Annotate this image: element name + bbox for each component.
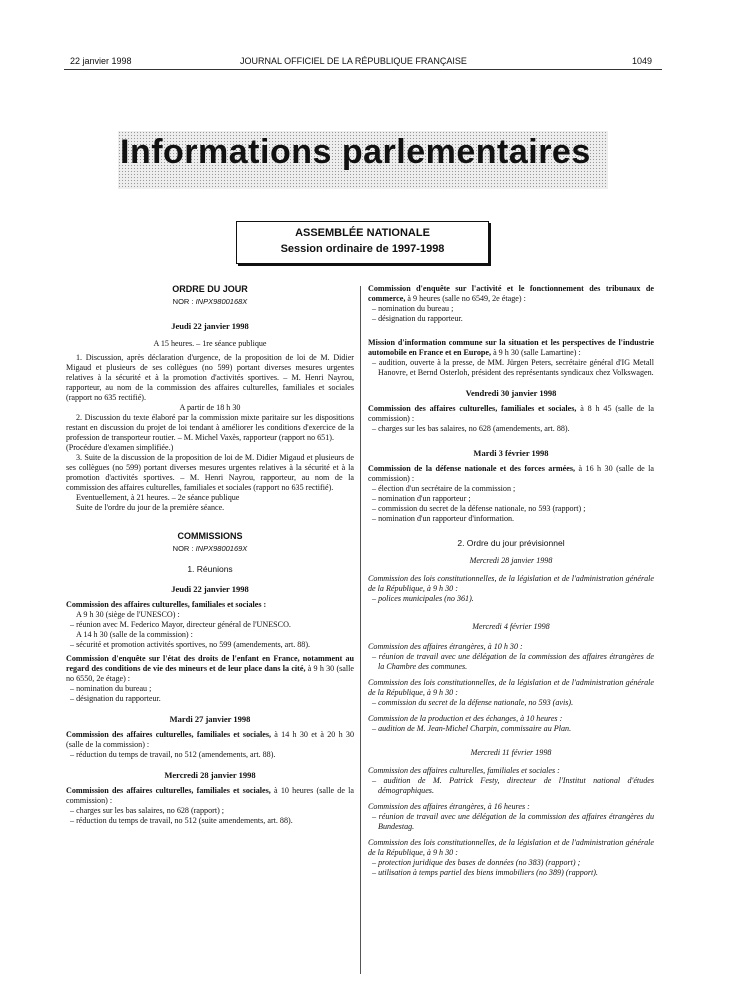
agenda-dash-item: – réduction du temps de travail, no 512 (suite amendements, art. 88). (70, 816, 293, 825)
commission-title: Commission des affaires culturelles, familiales et sociales, (66, 730, 272, 739)
agenda-dash-item: – audition de M. Jean-Michel Charpin, commissaire au Plan. (372, 724, 572, 733)
agenda-dash-item: – réduction du temps de travail, no 512 (amendements, art. 88). (70, 750, 276, 759)
commission-title: Commission des affaires culturelles, familiales et sociales : (66, 600, 267, 609)
commission-detail: à 16 h 30 (salle de la commission) : (368, 464, 654, 483)
commission-detail: à 14 h 30 et à 20 h 30 (salle de la commission) : (66, 730, 354, 749)
nor-code: INPX9800169X (195, 544, 248, 553)
provisional-entry: Commission des affaires culturelles, familiales et sociales : (368, 766, 560, 775)
odj-nor (66, 297, 354, 307)
agenda-item: 1. Discussion, après déclaration d'urgence, de la proposition de loi de M. Didier Migaud et plusieurs de ses collègues (no 599) portant diverses mesures urgentes relatives à la sécurité et à la promotion d'activités sportives. – M. Henri Nayrou, rapporteur, au nom de la commission des affaires culturelles, familiales et sociales (rapport no 635 rectifié). (66, 353, 354, 402)
provisional-entry: Commission des lois constitutionnelles, de la législation et de l'administration générale de la République, à 9 h 30 : (368, 838, 654, 857)
commission-detail: à 9 heures (salle no 6549, 2e étage) : (405, 294, 526, 303)
procedure-note: (Procédure d'examen simplifiée.) (66, 443, 174, 452)
agenda-dash-item: – audition de M. Patrick Festy, directeur de l'Institut national d'études démographiques. (372, 776, 654, 795)
header-journal-title: JOURNAL OFFICIEL DE LA RÉPUBLIQUE FRANÇAISE (240, 56, 467, 66)
right-column (368, 284, 654, 878)
date-heading: Mercredi 28 janvier 1998 (469, 556, 553, 565)
ordre-du-jour-title: ORDRE DU JOUR (172, 284, 248, 294)
suite-line: Suite de l'ordre du jour de la première séance. (76, 503, 225, 512)
date-heading: Mercredi 28 janvier 1998 (164, 770, 256, 780)
date-heading: Jeudi 22 janvier 1998 (171, 321, 249, 331)
left-column (66, 284, 354, 826)
agenda-dash-item: – charges sur les bas salaires, no 628 (rapport) ; (70, 806, 225, 815)
date-heading: Mercredi 11 février 1998 (470, 748, 552, 757)
provisional-entry: Commission des affaires étrangères, à 10 h 30 : (368, 642, 523, 651)
assembly-box (236, 221, 489, 264)
provisional-entry: Commission des lois constitutionnelles, de la législation et de l'administration générale de la République, à 9 h 30 : (368, 678, 654, 697)
commission-detail: à 9 h 30 (salle Lamartine) : (491, 348, 581, 357)
commissions-nor (66, 544, 354, 554)
seance-line: A 15 heures. – 1re séance publique (153, 339, 267, 348)
nor-code: INPX9800168X (195, 297, 248, 306)
commission-detail: à 10 heures (salle de la commission) : (66, 786, 354, 805)
agenda-dash-item: – commission du secret de la défense nationale, no 593 (avis). (372, 698, 574, 707)
commission-entry (368, 404, 654, 424)
nor-label: NOR : (172, 297, 196, 306)
agenda-item: 2. Discussion du texte élaboré par la commission mixte paritaire sur les dispositions restant en discussion du projet de loi tendant à améliorer les conditions d'exercice de la profession de transporteur routier. – M. Michel Vaxès, rapporteur (rapport no 651). (66, 413, 354, 442)
header-rule (64, 69, 662, 70)
agenda-dash-item: – protection juridique des bases de données (no 383) (rapport) ; (372, 858, 581, 867)
agenda-dash-item: – réunion de travail avec une délégation de la commission des affaires étrangères de la Chambre des communes. (372, 652, 654, 671)
header-date: 22 janvier 1998 (70, 56, 132, 66)
commission-entry (66, 786, 354, 806)
commission-detail: à 8 h 45 (salle de la commission) : (368, 404, 655, 423)
agenda-dash-item: – commission du secret de la défense nationale, no 593 (rapport) ; (372, 504, 586, 513)
commission-entry (368, 284, 654, 304)
agenda-dash-item: – réunion avec M. Federico Mayor, directeur général de l'UNESCO. (70, 620, 291, 629)
agenda-dash-item: – désignation du rapporteur. (372, 314, 463, 323)
header-page-number: 1049 (632, 56, 653, 66)
banner-title: Informations parlementaires (120, 133, 591, 171)
commission-title: Commission d'enquête sur l'activité et le fonctionnement des tribunaux de commerce, (368, 284, 654, 303)
agenda-dash-item: – sécurité et promotion activités sportives, no 599 (amendements, art. 88). (70, 640, 311, 649)
date-heading: Vendredi 30 janvier 1998 (465, 388, 557, 398)
column-divider (360, 286, 361, 974)
seance-line: Eventuellement, à 21 heures. – 2e séance publique (76, 493, 240, 502)
nor-label: NOR : (172, 544, 196, 553)
agenda-item: 3. Suite de la discussion de la proposition de loi de M. Didier Migaud et plusieurs de ses collègues (no 599) portant diverses mesures urgentes relatives à la sécurité et à la promotion d'activités sportives. – M. Henri Nayrou, rapporteur, au nom de la commission des affaires culturelles, familiales et sociales (rapport no 635 rectifié). (66, 453, 354, 492)
commission-entry (66, 730, 354, 750)
provisional-entry: Commission des affaires étrangères, à 16 heures : (368, 802, 530, 811)
assembly-name: ASSEMBLÉE NATIONALE (295, 227, 430, 239)
date-heading: Mercredi 4 février 1998 (472, 622, 550, 631)
agenda-dash-item: – nomination du bureau ; (372, 304, 454, 313)
session-name: Session ordinaire de 1997-1998 (280, 243, 445, 255)
agenda-dash-item: – polices municipales (no 361). (372, 594, 474, 603)
agenda-dash-item: – élection d'un secrétaire de la commission ; (372, 484, 516, 493)
commission-title: Commission d'enquête sur l'état des droits de l'enfant en France, notamment au regard des conditions de vie des mineurs et de leur place dans la cité, (66, 654, 354, 673)
commission-title: Commission de la défense nationale et des forces armées, (368, 464, 576, 473)
agenda-dash-item: – réunion de travail avec une délégation de la commission des affaires étrangères du Bundestag. (372, 812, 654, 831)
commission-time: A 9 h 30 (siège de l'UNESCO) : (76, 610, 180, 619)
agenda-dash-item: – audition, ouverte à la presse, de MM. Jürgen Peters, secrétaire général d'IG Metall Hanovre, et Bernd Osterloh, président des représentants syndicaux chez Volkswagen. (372, 358, 654, 377)
agenda-dash-item: – utilisation à temps partiel des biens immobiliers (no 389) (rapport). (372, 868, 598, 877)
provisional-entry: Commission des lois constitutionnelles, de la législation et de l'administration générale de la République, à 9 h 30 : (368, 574, 654, 593)
agenda-dash-item: – nomination d'un rapporteur ; (372, 494, 471, 503)
agenda-dash-item: – nomination du bureau ; (70, 684, 152, 693)
date-heading: Jeudi 22 janvier 1998 (171, 584, 249, 594)
commission-title: Commission des affaires culturelles, familiales et sociales, (368, 404, 577, 413)
commission-title: Commission des affaires culturelles, familiales et sociales, (66, 786, 271, 795)
commissions-title: COMMISSIONS (177, 531, 243, 541)
provisional-entry: Commission de la production et des échanges, à 10 heures : (368, 714, 563, 723)
agenda-dash-item: – charges sur les bas salaires, no 628 (amendements, art. 88). (372, 424, 570, 433)
commission-title: Mission d'information commune sur la situation et les perspectives de l'industrie automobile en France et en Europe, (368, 338, 654, 357)
date-heading: Mardi 27 janvier 1998 (169, 714, 251, 724)
commission-entry (368, 464, 654, 484)
time-line: A partir de 18 h 30 (179, 403, 241, 412)
reunions-heading: 1. Réunions (187, 564, 233, 574)
commission-entry (368, 338, 654, 358)
ordre-previsionnel-heading: 2. Ordre du jour prévisionnel (457, 538, 565, 548)
commission-detail: à 9 h 30 (salle no 6550, 2e étage) : (66, 664, 354, 683)
commission-time: A 14 h 30 (salle de la commission) : (76, 630, 193, 639)
commission-entry (66, 654, 354, 684)
agenda-dash-item: – désignation du rapporteur. (70, 694, 161, 703)
date-heading: Mardi 3 février 1998 (473, 448, 549, 458)
agenda-dash-item: – nomination d'un rapporteur d'information. (372, 514, 515, 523)
